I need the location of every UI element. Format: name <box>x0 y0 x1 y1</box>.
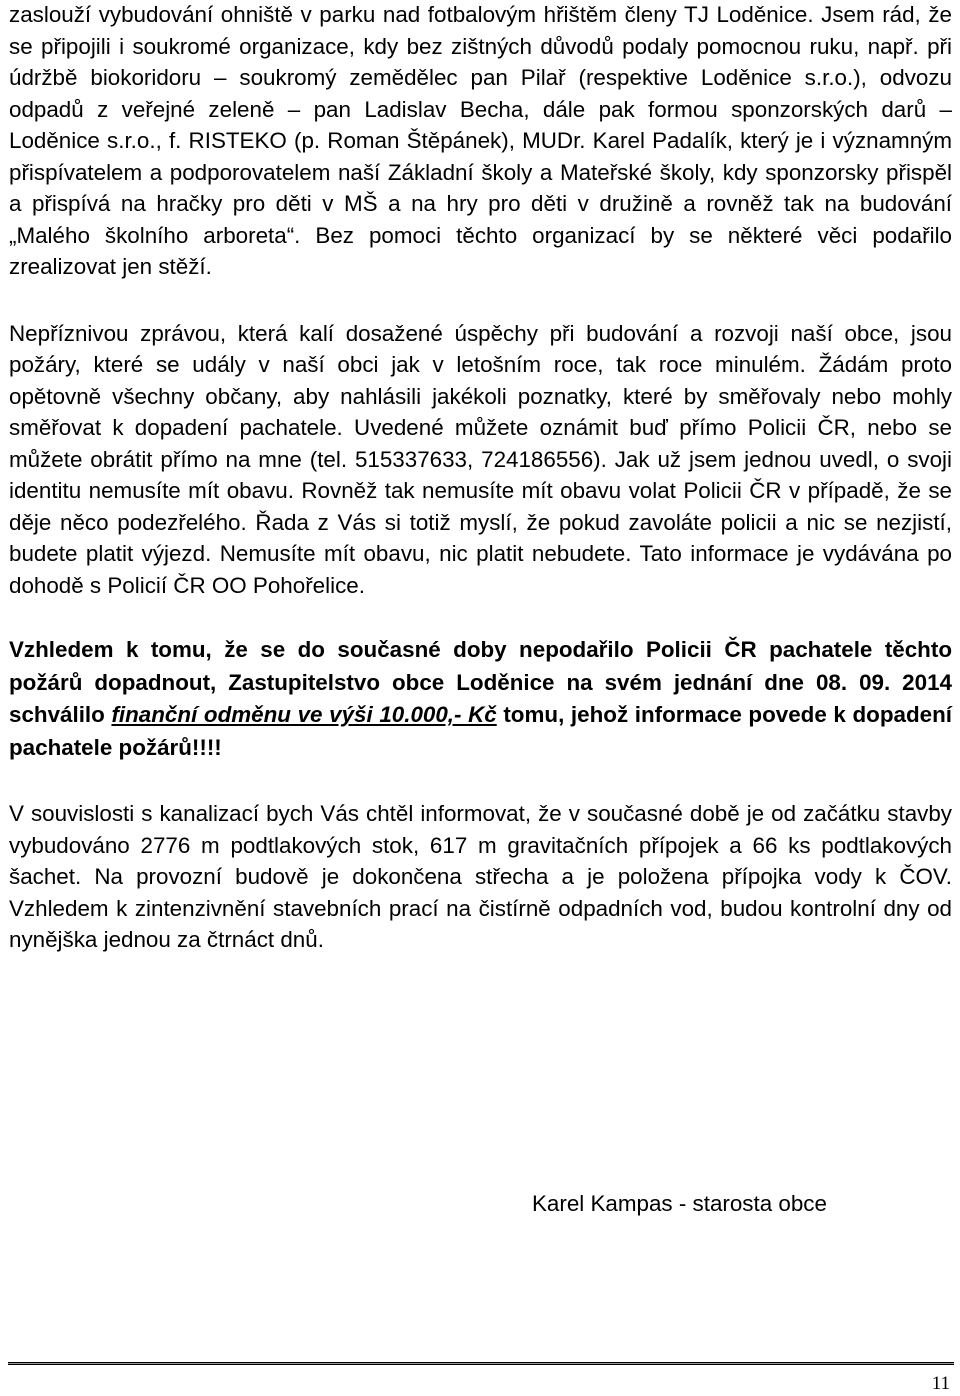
reward-text-before: Vzhledem k tomu, že se do současné doby nepodařilo Policii ČR pachatele těchto požárů dopadnout, Zastupitelstvo obce Loděnice na svém jednání dne 08. 09. 2014 schválilo <box>9 637 952 727</box>
signature: Karel Kampas - starosta obce <box>532 1191 827 1216</box>
paragraph-sponsors: zaslouží vybudování ohniště v parku nad fotbalovým hřištěm členy TJ Loděnice. Jsem rád, že se připojili i soukromé organizace, kdy bez zištných důvodů podaly pomocnou ruku, např. při údržbě biokoridoru – soukromý zemědělec pan Pilař (respektive Loděnice s.r.o.), odvozu odpadů z veřejné zeleně – pan Ladislav Becha, dále pak formou sponzorských darů – Loděnice s.r.o., f. RISTEKO (p. Roman Štěpánek), MUDr. Karel Padalík, který je i významným přispívatelem a podporovatelem naší Základní školy a Mateřské školy, kdy sponzorsky přispěl a přispívá na hračky pro děti v MŠ a na hry pro děti v družině a rovněž tak na budování „Malého školního arboreta“. Bez pomoci těchto organizací by se některé věci podařilo zrealizovat jen stěží. <box>9 2 952 279</box>
document-body <box>9 0 952 956</box>
reward-amount: finanční odměnu ve výši 10.000,- Kč <box>111 702 497 727</box>
paragraph-reward <box>9 634 952 764</box>
footer-divider-inner <box>8 1363 954 1364</box>
page-number: 11 <box>931 1373 950 1394</box>
paragraph-sewerage: V souvislosti s kanalizací bych Vás chtěl informovat, že v současné době je od začátku stavby vybudováno 2776 m podtlakových stok, 617 m gravitačních přípojek a 66 ks podtlakových šachet. Na provozní budově je dokončena střecha a je položena přípojka vody k ČOV. Vzhledem k zintenzivnění stavebních prací na čistírně odpadních vod, budou kontrolní dny od nynějška jednou za čtrnáct dnů. <box>9 801 952 952</box>
paragraph-fires: Nepříznivou zprávou, která kalí dosažené úspěchy při budování a rozvoji naší obce, jsou požáry, které se udály v naší obci jak v letošním roce, tak roce minulém. Žádám proto opětovně všechny občany, aby nahlásili jakékoli poznatky, které by směřovaly nebo mohly směřovat k dopadení pachatele. Uvedené můžete oznámit buď přímo Policii ČR, nebo se můžete obrátit přímo na mne (tel. 515337633, 724186556). Jak už jsem jednou uvedl, o svoji identitu nemusíte mít obavu. Rovněž tak nemusíte mít obavu volat Policii ČR v případě, že se děje něco podezřelého. Řada z Vás si totiž myslí, že pokud zavoláte policii a nic se nezjistí, budete platit výjezd. Nemusíte mít obavu, nic platit nebudete. Tato informace je vydávána po dohodě s Policií ČR OO Pohořelice. <box>9 320 952 598</box>
reward-text-after: tomu, jehož informace povede k dopadení pachatele požárů!!!! <box>9 702 952 760</box>
